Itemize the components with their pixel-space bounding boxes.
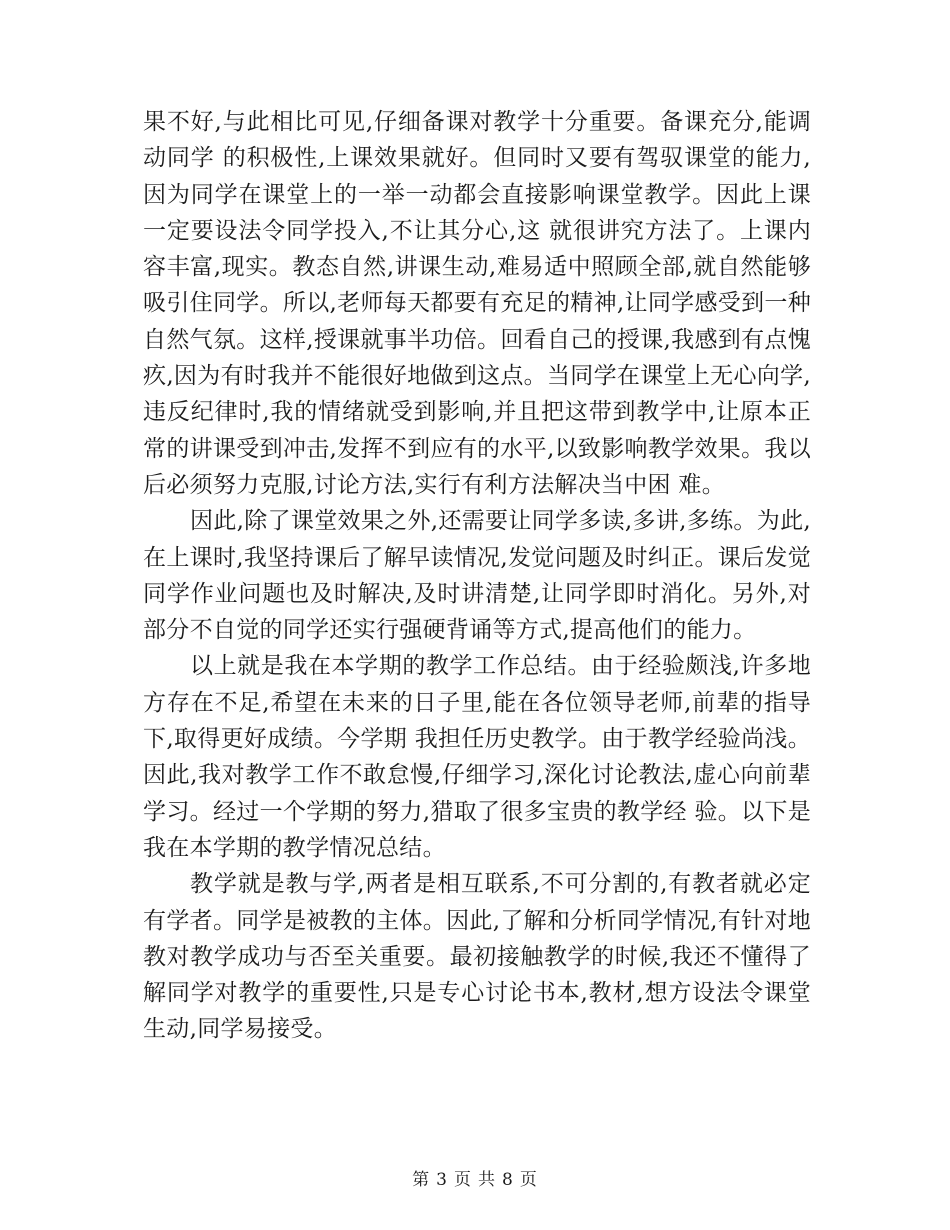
- paragraph-continued: 果不好,与此相比可见,仔细备课对教学十分重要。备课充分,能调动同学 的积极性,上课效果就好。但同时又要有驾驭课堂的能力,因为同学在课堂上的一举一动都会直接影响课堂教学。因此上课一定要设法令同学投入,不让其分心,这 就很讲究方法了。上课内容丰富,现实。教态自然,讲课生动,难易适中照顾全部,就自然能够吸引住同学。所以,老师每天都要有充足的精神,让同学感受到一种 自然气氛。这样,授课就事半功倍。回看自己的授课,我感到有点愧疚,因为有时我并不能很好地做到这点。当同学在课堂上无心向学,违反纪律时,我的情绪就受到影响,并且把这带到教学中,让原本正常的讲课受到冲击,发挥不到应有的水平,以致影响教学效果。我以后必须努力克服,讨论方法,实行有利方法解决当中困 难。: [143, 109, 811, 498]
- footer-suffix: 页: [519, 1170, 538, 1190]
- footer-current-page: 3: [436, 1170, 448, 1190]
- footer-page-word: 页: [454, 1170, 472, 1190]
- paragraph: 因此,除了课堂效果之外,还需要让同学多读,多讲,多练。为此,在上课时,我坚持课后了解早读情况,发觉问题及时纠正。课后发觉同学作业问题也及时解决,及时讲清楚,让同学即时消化。另外,对部分不自觉的同学还实行强硬背诵等方式,提高他们的能力。: [143, 508, 811, 644]
- paragraph: 以上就是我在本学期的教学工作总结。由于经验颇浅,许多地方存在不足,希望在未来的日子里,能在各位领导老师,前辈的指导下,取得更好成绩。今学期 我担任历史教学。由于教学经验尚浅。因此,我对教学工作不敢怠慢,仔细学习,深化讨论教法,虚心向前辈学习。经过一个学期的努力,猎取了很多宝贵的教学经 验。以下是我在本学期的教学情况总结。: [143, 653, 811, 861]
- footer-total-word: 共: [478, 1170, 496, 1190]
- page-footer: [0, 1168, 950, 1192]
- footer-total-pages: 8: [502, 1170, 514, 1190]
- footer-prefix: 第: [412, 1170, 431, 1190]
- paragraph: 教学就是教与学,两者是相互联系,不可分割的,有教者就必定有学者。同学是被教的主体。因此,了解和分析同学情况,有针对地教对教学成功与否至关重要。最初接触教学的时候,我还不懂得了解同学对教学的重要性,只是专心讨论书本,教材,想方设法令课堂生动,同学易接受。: [143, 871, 811, 1043]
- body-text: [143, 104, 811, 1048]
